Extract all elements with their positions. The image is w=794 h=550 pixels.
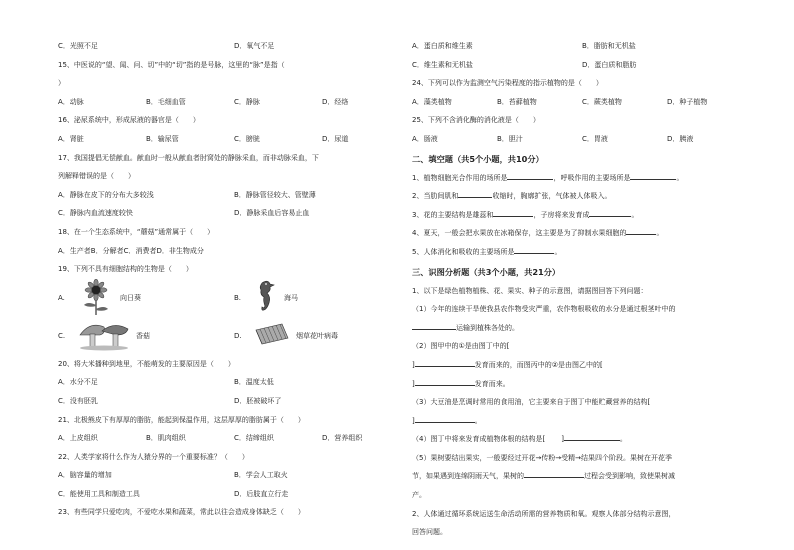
q3-1-p1: （1）今年的连续干旱使我县农作物受灾严重，农作物根吸收的水分是通过根茎叶中的 bbox=[412, 305, 676, 314]
q25-option-a: A．肠液 bbox=[412, 134, 438, 143]
answer-blank[interactable] bbox=[415, 414, 475, 423]
q3-1-p2: （2）图甲中的①是由图丁中的[ bbox=[412, 342, 510, 351]
q19-options-row2 bbox=[58, 317, 410, 355]
q19-options-row1 bbox=[58, 279, 410, 317]
q3-1-p2-cont2: ] 发育而来。 bbox=[412, 375, 752, 394]
q15-option-b: B．毛细血管 bbox=[146, 97, 186, 106]
q20-stem: 20、将大米播种到地里，不能萌发的主要原因是（ ） bbox=[58, 359, 235, 368]
q14-option-d: D．氧气不足 bbox=[234, 42, 275, 50]
q3-1-p1-cont: 运输到植株各处的。 bbox=[412, 319, 752, 338]
left-column bbox=[58, 37, 410, 522]
q19-option-d: D. 烟草花叶病毒 bbox=[234, 320, 410, 352]
fill-q3: 3、花的主要结构是雄蕊和 ，子房将来发育成 。 bbox=[412, 206, 752, 225]
q25-option-b: B．胆汁 bbox=[497, 134, 523, 143]
answer-blank[interactable] bbox=[458, 189, 492, 198]
q21-option-c: C．结缔组织 bbox=[234, 434, 274, 443]
q23-options-row1 bbox=[412, 37, 752, 56]
q21-stem: 21、北极熊皮下有厚厚的脂肪，能起到保温作用，这层厚厚的脂肪属于（ ） bbox=[58, 415, 305, 424]
q22-option-b: B．学会人工取火 bbox=[234, 471, 288, 480]
tmv-virus-icon bbox=[252, 320, 292, 352]
answer-blank[interactable] bbox=[514, 245, 554, 254]
q16-stem: 16、泌尿系统中，形成尿液的器官是（ ） bbox=[58, 116, 200, 125]
answer-blank[interactable] bbox=[630, 171, 676, 180]
q23-option-b: B．脂肪和无机盐 bbox=[582, 42, 636, 50]
mushroom-icon bbox=[76, 319, 132, 353]
q17-stem-2: 列解释错误的是（ ） bbox=[58, 172, 135, 181]
q21-option-a: A．上皮组织 bbox=[58, 434, 98, 443]
q24-option-c: C．蕨类植物 bbox=[582, 97, 622, 106]
right-column bbox=[412, 37, 752, 542]
answer-blank[interactable] bbox=[415, 358, 475, 367]
q24-option-b: B．苔藓植物 bbox=[497, 97, 537, 106]
q23-option-c: C．维生素和无机盐 bbox=[412, 60, 473, 69]
answer-blank[interactable] bbox=[626, 226, 656, 235]
q15-stem-end: ） bbox=[58, 79, 65, 88]
q22-option-a: A．脑容量的增加 bbox=[58, 471, 112, 480]
q18-stem: 18、在一个生态系统中，“蘑菇”通常属于（ ） bbox=[58, 227, 215, 236]
seahorse-icon bbox=[252, 279, 280, 317]
answer-blank[interactable] bbox=[524, 469, 584, 478]
q17-option-c: C．静脉内血流速度较快 bbox=[58, 209, 133, 218]
q17-stem: 17、我国提倡无偿献血。献血时一般从献血者肘窝处的静脉采血，而非动脉采血，下 bbox=[58, 153, 319, 162]
answer-blank[interactable] bbox=[589, 208, 631, 217]
q15-stem: 15、中医说的“望、闻、问、切”中的“切”指的是号脉，这里的“脉”是指（ bbox=[58, 60, 285, 69]
q17-option-d: D．静脉采血后容易止血 bbox=[234, 209, 310, 218]
q19-option-c: C. 香菇 bbox=[58, 319, 234, 353]
fill-q1: 1、植物细胞光合作用的场所是 ，呼吸作用的主要场所是 。 bbox=[412, 169, 752, 188]
q22-option-d: D．后肢直立行走 bbox=[234, 489, 289, 498]
q19-option-c-label: 香菇 bbox=[136, 331, 150, 340]
q3-1-p5: （5）果树要结出果实，一般要经过开花→传粉→受精→结果四个阶段。果树在开花季 bbox=[412, 453, 673, 462]
q19-option-d-label: 烟草花叶病毒 bbox=[296, 331, 338, 340]
q19-option-b: B. 海马 bbox=[234, 279, 410, 317]
fill-q4: 4、夏天，一般会把水果放在冰箱保存，这主要是为了抑制水果细胞的 。 bbox=[412, 224, 752, 243]
q22-stem: 22、人类学家将什么作为人猿分界的一个重要标准？（ ） bbox=[58, 452, 249, 461]
q3-2-stem-2: 回答问题。 bbox=[412, 528, 447, 537]
q21-option-d: D．营养组织 bbox=[322, 434, 363, 443]
answer-blank[interactable] bbox=[564, 432, 620, 441]
q15-options bbox=[58, 93, 410, 112]
q20-options-row2 bbox=[58, 392, 410, 411]
q23-option-d: D．蛋白质和脂肪 bbox=[582, 60, 637, 69]
q14-options bbox=[58, 37, 410, 56]
q16-option-c: C．膀胱 bbox=[234, 134, 260, 143]
q17-option-b: B．静脉管径较大、管壁薄 bbox=[234, 190, 316, 199]
q3-1-p3: （3）大豆油是烹调时常用的食用油，它主要来自于图丁中能贮藏营养的结构[ bbox=[412, 398, 651, 407]
q19-stem: 19、下列不具有细胞结构的生物是（ ） bbox=[58, 265, 193, 274]
answer-blank[interactable] bbox=[412, 321, 456, 330]
q24-option-a: A．藻类植物 bbox=[412, 97, 452, 106]
q15-option-a: A．动脉 bbox=[58, 97, 84, 106]
fill-q2: 2、当肋间肌和 收缩时，胸廓扩张，气体被人体吸入。 bbox=[412, 187, 752, 206]
q16-option-a: A．肾脏 bbox=[58, 134, 84, 143]
q3-1-p4: （4）图丁中将来发育成植物体根的结构是[ ] 。 bbox=[412, 430, 752, 449]
answer-blank[interactable] bbox=[507, 171, 553, 180]
sunflower-icon bbox=[76, 279, 116, 317]
q20-option-b: B．温度太低 bbox=[234, 378, 274, 387]
section-fill-in-title: 二、填空题（共5个小题，共10分） bbox=[412, 153, 544, 164]
q18-options: A．生产者B．分解者C．消费者D．非生物成分 bbox=[58, 246, 204, 255]
answer-blank[interactable] bbox=[493, 208, 533, 217]
q23-option-a: A．蛋白质和维生素 bbox=[412, 42, 473, 50]
q25-stem: 25、下列不含消化酶的消化液是（ ） bbox=[412, 116, 540, 125]
q19-option-a-label: 向日葵 bbox=[120, 293, 141, 302]
q24-option-d: D．种子植物 bbox=[667, 97, 708, 106]
q20-options-row1 bbox=[58, 373, 410, 392]
q24-options bbox=[412, 93, 752, 112]
q21-options bbox=[58, 429, 410, 448]
q16-options bbox=[58, 130, 410, 149]
q16-option-b: B．输尿管 bbox=[146, 134, 179, 143]
q20-option-d: D．胚被破坏了 bbox=[234, 396, 282, 405]
fill-q5: 5、人体消化和吸收的主要场所是 。 bbox=[412, 243, 752, 262]
q25-option-c: C．胃液 bbox=[582, 134, 608, 143]
q16-option-d: D．尿道 bbox=[322, 134, 349, 143]
q23-stem: 23、有些同学只爱吃肉，不爱吃水果和蔬菜，常此以往会造成身体缺乏（ ） bbox=[58, 508, 305, 517]
q17-options-row2 bbox=[58, 204, 410, 223]
q17-option-a: A．静脉在皮下的分布大多较浅 bbox=[58, 190, 154, 199]
q24-stem: 24、下列可以作为监测空气污染程度的指示植物的是（ ） bbox=[412, 79, 603, 88]
q22-options-row2 bbox=[58, 485, 410, 504]
q23-options-row2 bbox=[412, 56, 752, 75]
answer-blank[interactable] bbox=[415, 377, 475, 386]
q21-option-b: B．肌肉组织 bbox=[146, 434, 186, 443]
q25-options bbox=[412, 130, 752, 149]
q19-option-b-label: 海马 bbox=[284, 293, 298, 302]
q3-1-p2-cont: ] 发育而来的，而图丙中的②是由图乙中的[ bbox=[412, 356, 752, 375]
q15-option-c: C．静脉 bbox=[234, 97, 260, 106]
q3-1-intro: 1、以下是绿色植物植株、花、果实、种子的示意图，请据图回答下列问题： bbox=[412, 286, 648, 295]
q3-2-stem: 2、人体通过循环系统运送生命活动所需的营养物质和氧。观察人体部分结构示意图， bbox=[412, 509, 676, 518]
q22-option-c: C．能使用工具和制造工具 bbox=[58, 489, 140, 498]
q17-options-row1 bbox=[58, 186, 410, 205]
q15-option-d: D．经络 bbox=[322, 97, 349, 106]
q20-option-a: A．水分不足 bbox=[58, 378, 98, 387]
q19-option-a: A. 向日葵 bbox=[58, 279, 234, 317]
q14-option-c: C．光照不足 bbox=[58, 42, 98, 50]
q25-option-d: D．胰液 bbox=[667, 134, 694, 143]
q20-option-c: C．没有胚乳 bbox=[58, 396, 98, 405]
section-figure-analysis-title: 三、识图分析题（共3个小题，共21分） bbox=[412, 266, 561, 277]
q22-options-row1 bbox=[58, 466, 410, 485]
q3-1-p5-cont: 节，如果遇到连绵阴雨天气，果树的 过程会受到影响，致使果树减 bbox=[412, 467, 752, 486]
q3-1-p3-cont: ] 。 bbox=[412, 412, 752, 431]
q3-1-p5-end: 产。 bbox=[412, 491, 426, 500]
